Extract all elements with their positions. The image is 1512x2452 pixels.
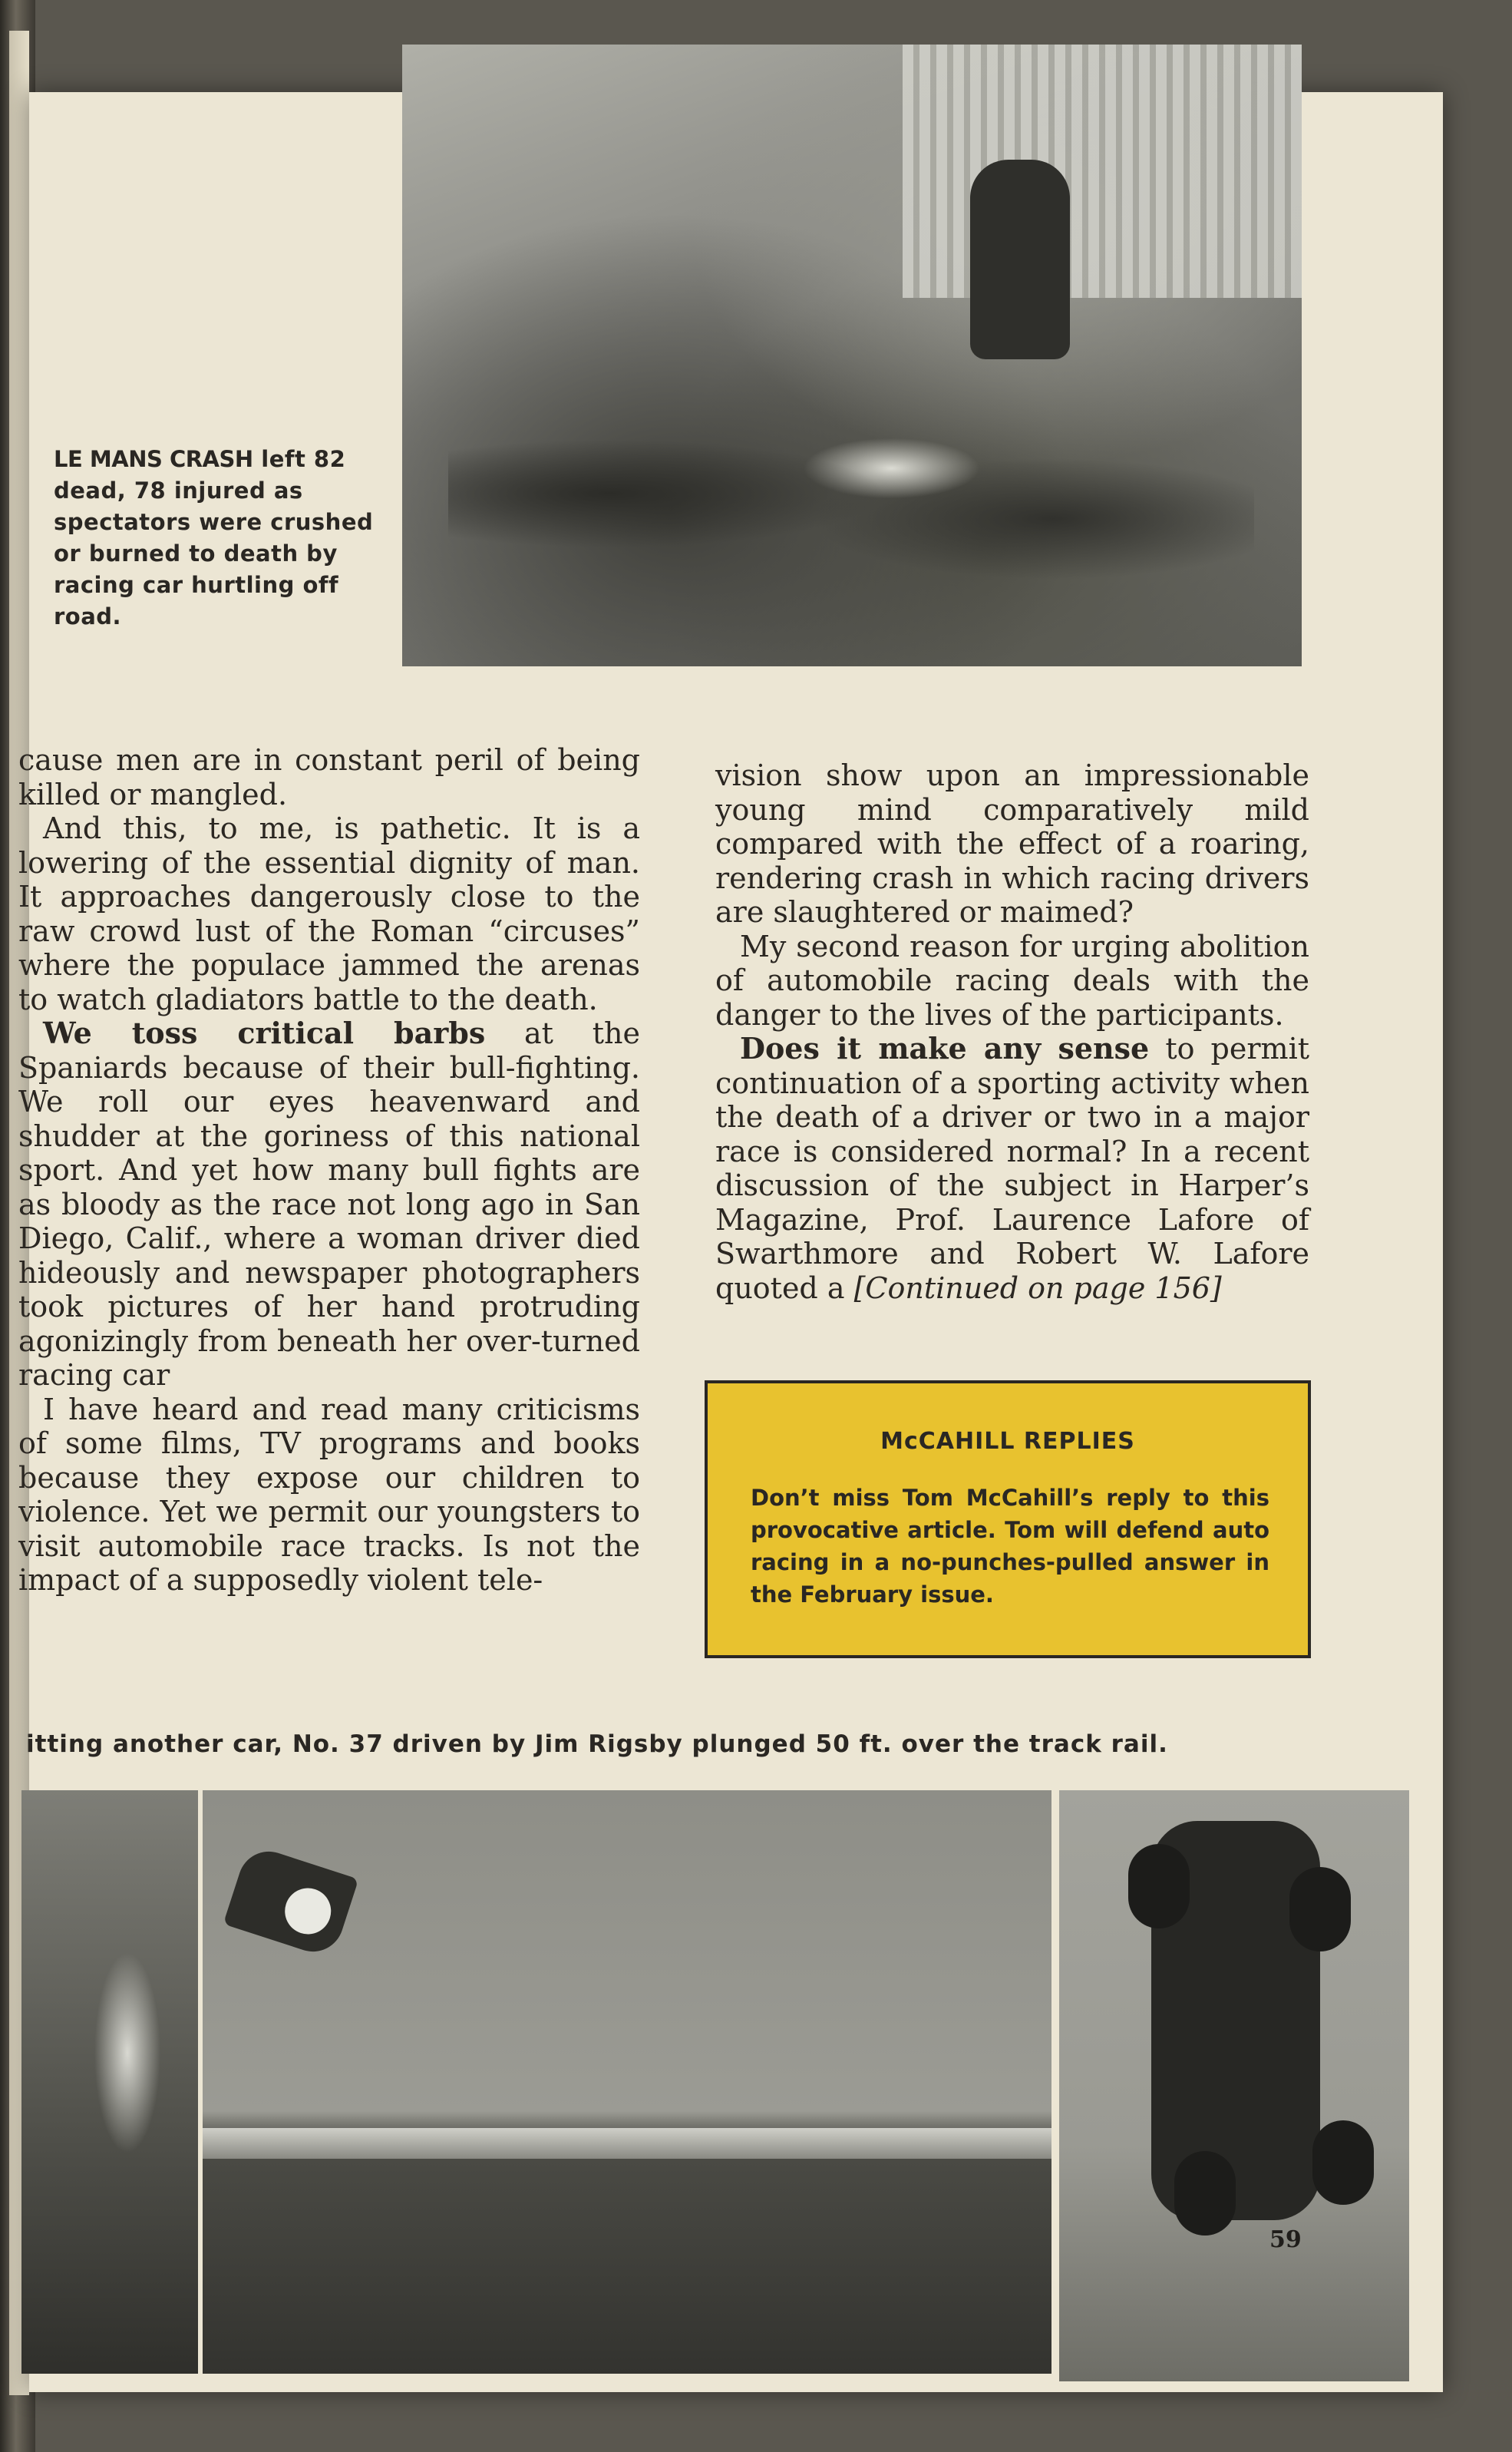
magazine-page [18, 92, 1443, 2392]
paragraph: vision show upon an impressionable young mind comparatively mild compared with the effect of a roaring, rendering crash in which racing drivers are slaughtered or maimed? [715, 758, 1309, 929]
paragraph: cause men are in constant peril of being killed or mangled. [18, 743, 640, 811]
article-column-1 [18, 743, 640, 1598]
photo-fence [903, 45, 1302, 298]
airborne-car [223, 1844, 359, 1960]
paragraph: I have heard and read many criticisms of some films, TV programs and books because they expose our children to violence. Yet we permit our youngsters to visit automobile race tracks. Is not the impact of a supposedly violent tele- [18, 1392, 640, 1597]
crash-photo-middle [203, 1790, 1051, 2374]
paragraph-lead: Does it make any sense [740, 1031, 1150, 1066]
bottom-caption: itting another car, No. 37 driven by Jim Rigsby plunged 50 ft. over the track rail. [26, 1730, 1168, 1758]
paragraph-text: at the Spaniards because of their bull-fighting. We roll our eyes heavenward and shudder at the goriness of this national sport. And yet how many bull fights are as bloody as the race not long ago in San Diego, Calif., where a woman driver died hideously and newspaper photographers took pictures of her hand protruding agonizingly from beneath her over-turned racing car [18, 1016, 640, 1392]
paragraph [715, 1032, 1309, 1305]
car-wheel [1289, 1867, 1351, 1951]
crash-photo-left [21, 1790, 198, 2374]
car-wheel [1128, 1844, 1190, 1928]
paragraph-text: to permit continuation of a sporting activity when the death of a driver or two in a major race is considered normal? In a recent discussion of the subject in Harper’s Magazine, Prof. Laurence Lafore of Swarthmore and Robert W. Lafore quoted a [715, 1032, 1309, 1305]
continued-note: [Continued on page 156] [853, 1271, 1222, 1305]
photo-figure [970, 160, 1070, 359]
paragraph-lead: We toss critical barbs [43, 1016, 486, 1050]
car-wheel [1174, 2151, 1236, 2236]
paragraph: My second reason for urging abolition of automobile racing deals with the danger to the lives of the participants. [715, 929, 1309, 1032]
paragraph [18, 1016, 640, 1393]
paragraph: And this, to me, is pathetic. It is a lowering of the essential dignity of man. It approaches dangerously close to the raw crowd lust of the Roman “circuses” where the populace jammed the arenas to watch gladiators battle to the death. [18, 811, 640, 1016]
box-body: Don’t miss Tom McCahill’s reply to this provocative article. Tom will defend auto racing in a no-punches-pulled answer in the February issue. [751, 1485, 1269, 1608]
mccahill-replies-box [705, 1380, 1311, 1658]
box-title: McCAHILL REPLIES [880, 1428, 1135, 1455]
le-mans-crash-photo [402, 45, 1302, 666]
track-rail [203, 2128, 1051, 2159]
crash-photo-right [1059, 1790, 1409, 2381]
caption-text: left 82 dead, 78 injured as spectators were crushed or burned to death by racing car hurtling off road. [54, 446, 374, 630]
photo-caption [54, 444, 376, 633]
page-number: 59 [1269, 2226, 1302, 2253]
article-column-2 [715, 758, 1309, 1305]
caption-lead: LE MANS CRASH [54, 446, 253, 472]
car-wheel [1312, 2120, 1374, 2205]
photo-debris [448, 367, 1254, 620]
